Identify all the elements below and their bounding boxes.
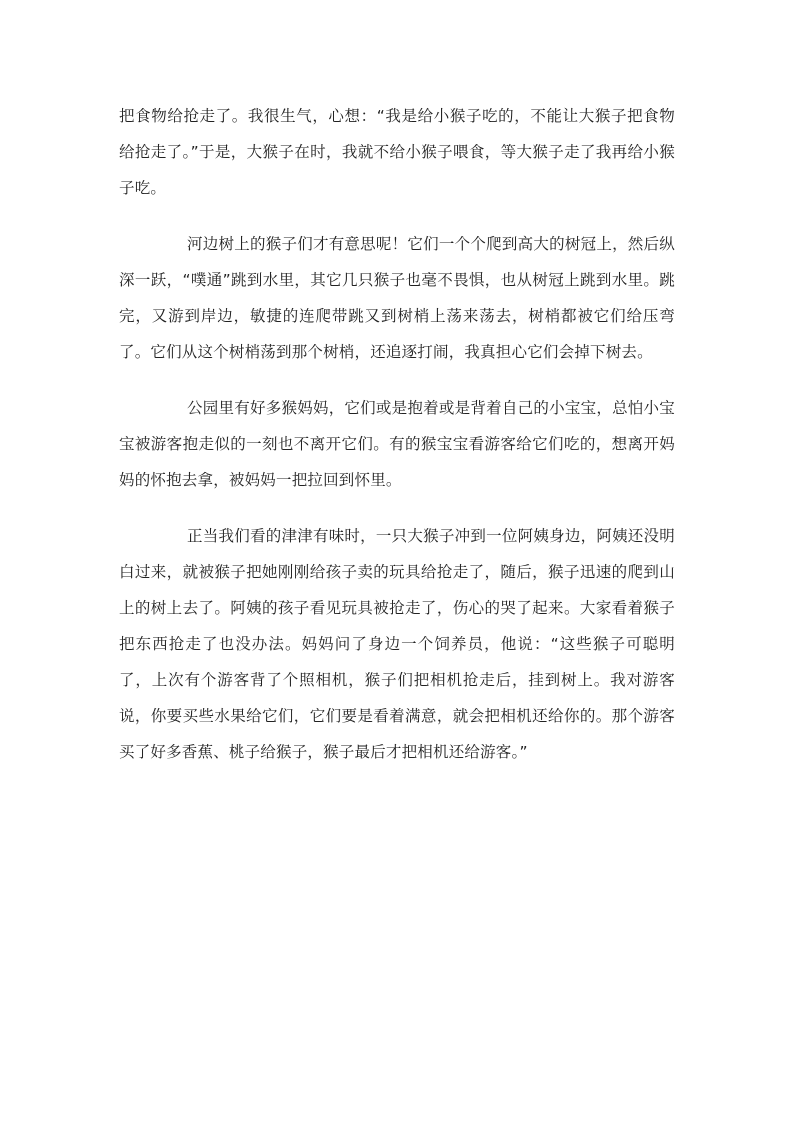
paragraph-4: 正当我们看的津津有味时，一只大猴子冲到一位阿姨身边，阿姨还没明白过来，就被猴子把她刚刚给孩子卖的玩具给抢走了，随后，猴子迅速的爬到山上的树上去了。阿姨的孩子看见玩具被抢走了，伤心的哭了起来。大家看着猴子把东西抢走了也没办法。妈妈问了身边一个饲养员，他说：“这些猴子可聪明了，上次有个游客背了个照相机，猴子们把相机抢走后，挂到树上。我对游客说，你要买些水果给它们，它们要是看着满意，就会把相机还给你的。那个游客买了好多香蕉、桃子给猴子，猴子最后才把相机还给游客。” — [119, 527, 675, 761]
paragraph-3: 公园里有好多猴妈妈，它们或是抱着或是背着自己的小宝宝，总怕小宝宝被游客抱走似的一刻也不离开它们。有的猴宝宝看游客给它们吃的，想离开妈妈的怀抱去拿，被妈妈一把拉回到怀里。 — [119, 399, 675, 489]
paragraph-1: 把食物给抢走了。我很生气，心想：“我是给小猴子吃的，不能让大猴子把食物给抢走了。”于是，大猴子在时，我就不给小猴子喂食，等大猴子走了我再给小猴子吃。 — [119, 107, 675, 197]
document-body — [119, 98, 675, 790]
paragraph-2: 河边树上的猴子们才有意思呢！它们一个个爬到高大的树冠上，然后纵深一跃，“噗通”跳到水里，其它几只猴子也毫不畏惧，也从树冠上跳到水里。跳完，又游到岸边，敏捷的连爬带跳又到树梢上荡来荡去，树梢都被它们给压弯了。它们从这个树梢荡到那个树梢，还追逐打闹，我真担心它们会掉下树去。 — [119, 235, 675, 361]
